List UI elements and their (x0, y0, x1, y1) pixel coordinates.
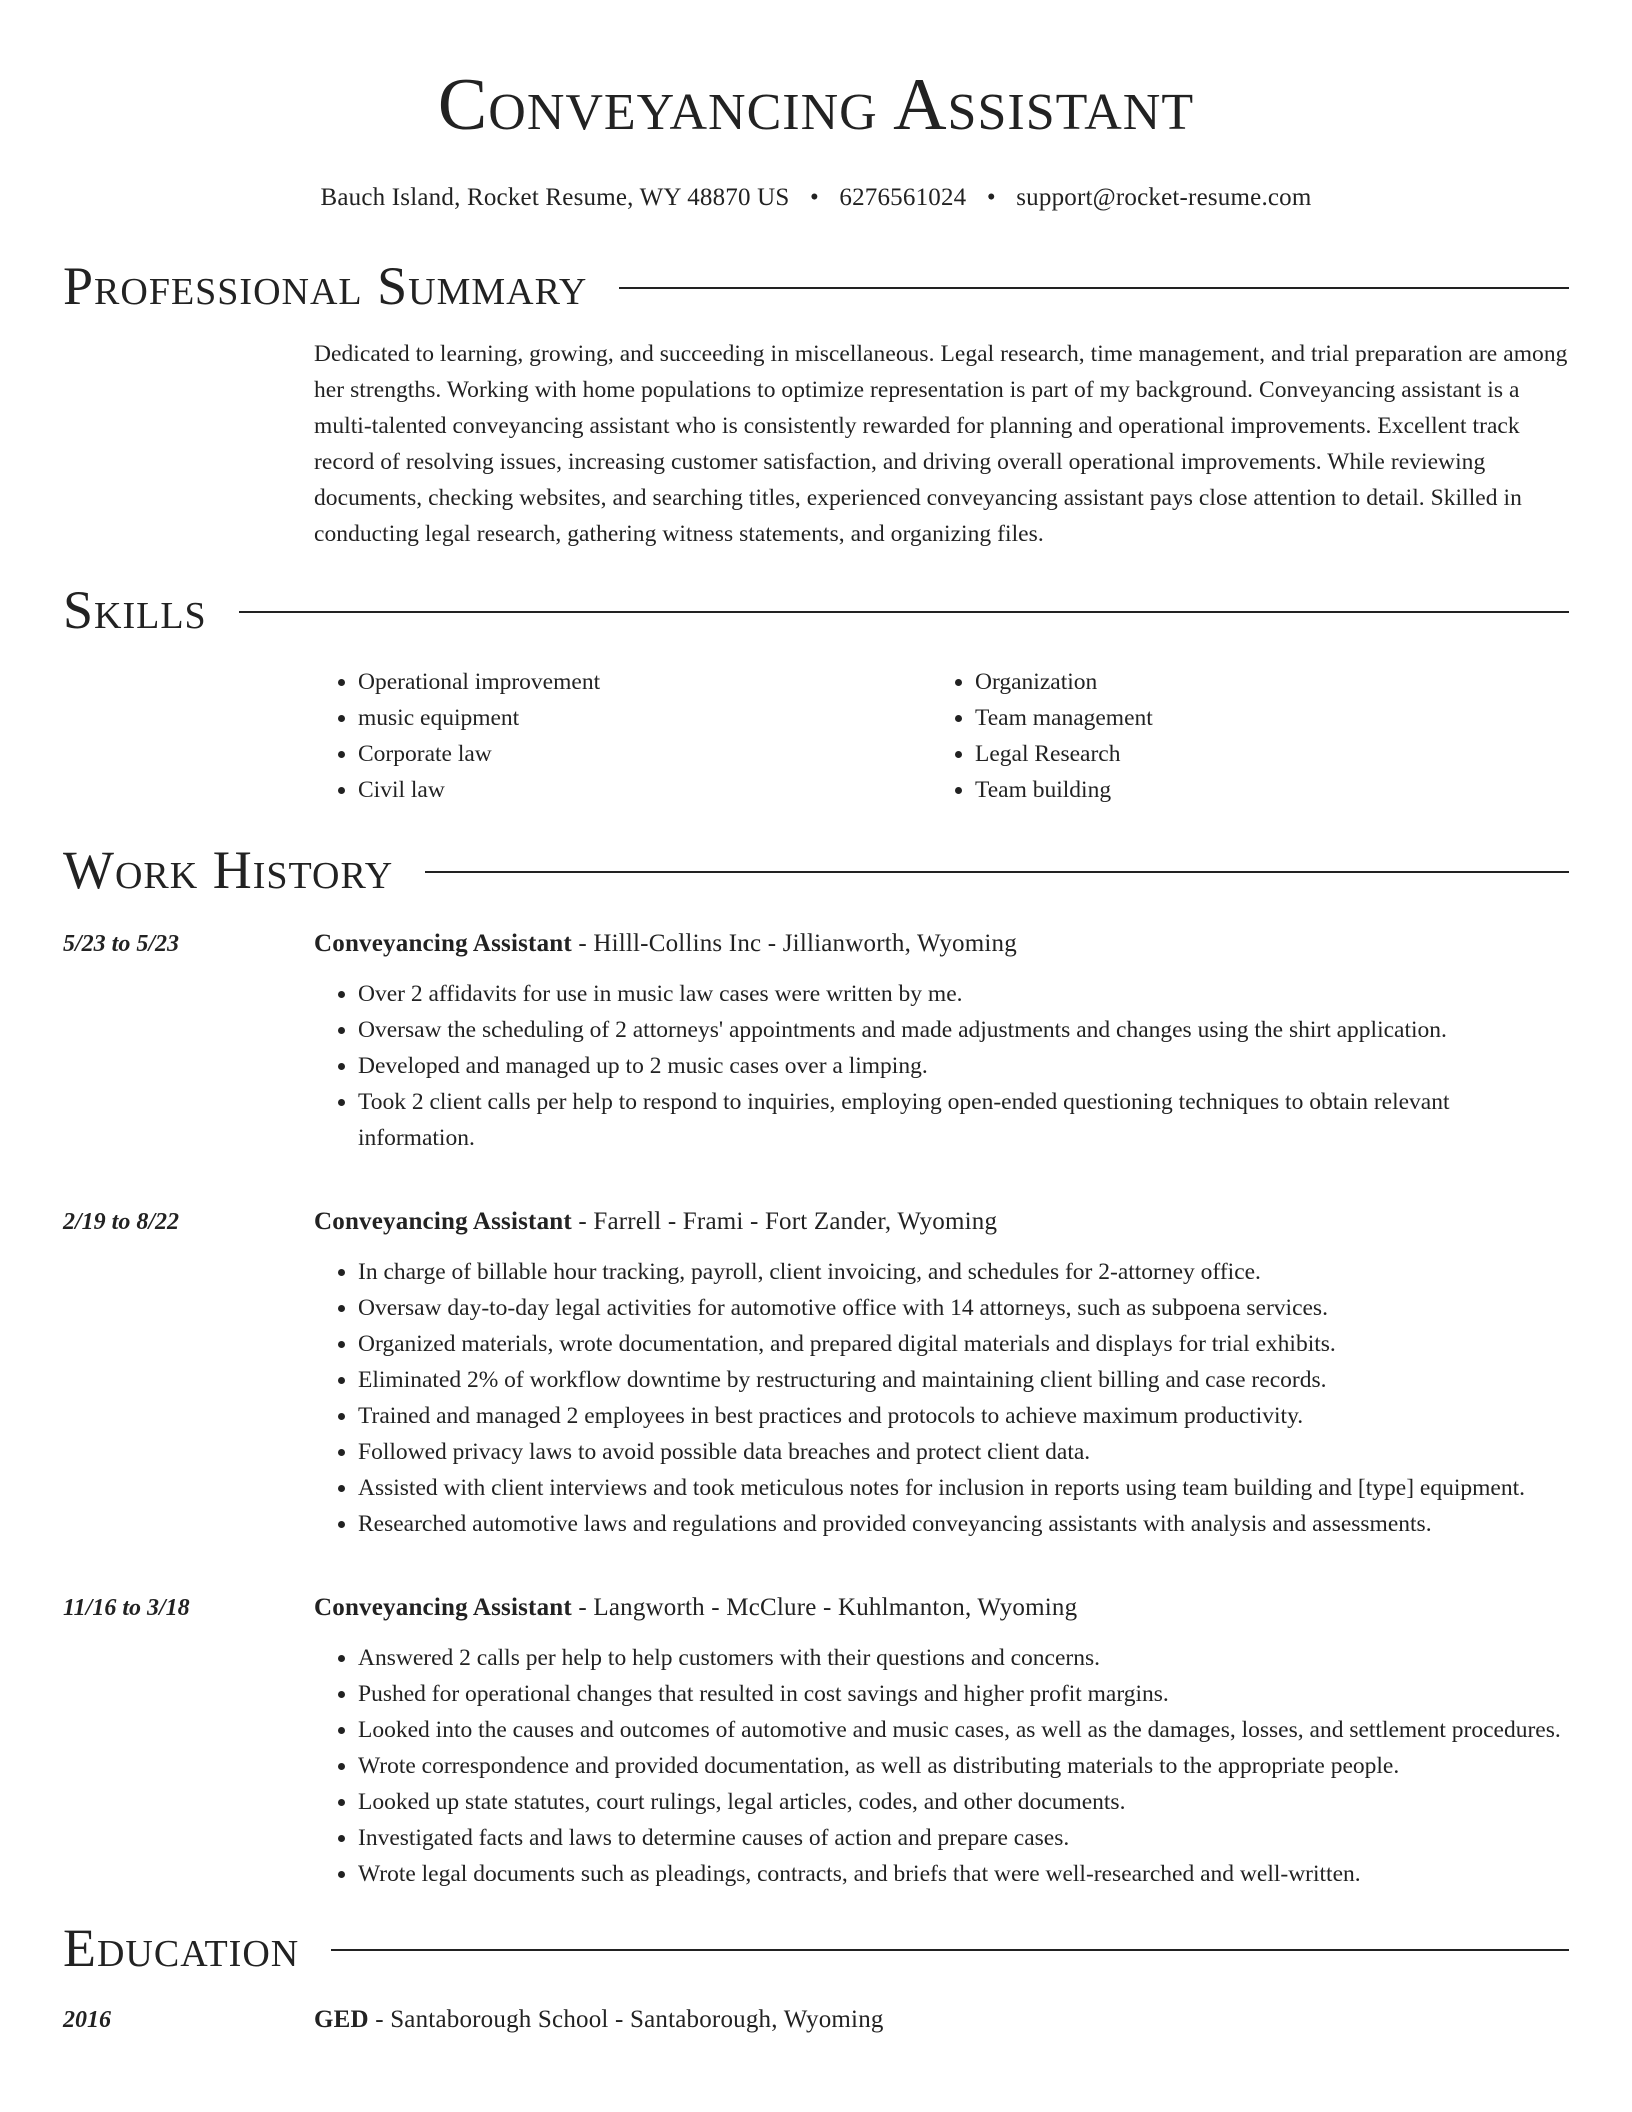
job-duties (314, 1254, 1569, 1542)
job-dates: 5/23 to 5/23 (63, 931, 180, 957)
duty-item: • Researched automotive laws and regulations and provided conveyancing assistants with analysis and assessments. (358, 1506, 1569, 1542)
section-divider (619, 287, 1569, 289)
phone-number: 6276561024 (839, 184, 967, 211)
job-title: Conveyancing Assistant (314, 930, 572, 957)
candidate-name: Conveyancing Assistant (437, 64, 1195, 146)
summary-heading: Professional Summary (63, 256, 588, 316)
email-address: support@rocket-resume.com (1016, 184, 1312, 211)
skills-column-right (931, 664, 1569, 808)
skill-item: • Civil law (358, 772, 931, 808)
job-employer: - Farrell - Frami - Fort Zander, Wyoming (571, 1208, 998, 1235)
duty-item: • Organized materials, wrote documentation, and prepared digital materials and displays for trial exhibits. (358, 1326, 1569, 1362)
section-divider (239, 611, 1569, 613)
separator-dot: • (986, 184, 996, 211)
skills-section-header (63, 578, 1569, 642)
duty-item: • Looked up state statutes, court rulings, legal articles, codes, and other documents. (358, 1784, 1569, 1820)
duty-item: • Took 2 client calls per help to respond to inquiries, employing open-ended questioning techniques to obtain relevant information. (358, 1084, 1569, 1156)
duty-item: • Investigated facts and laws to determine causes of action and prepare cases. (358, 1820, 1569, 1856)
skills-list (314, 664, 1569, 808)
skill-item: • Team building (975, 772, 1569, 808)
duty-item: • Oversaw day-to-day legal activities for automotive office with 14 attorneys, such as subpoena services. (358, 1290, 1569, 1326)
separator-dot: • (809, 184, 819, 211)
duty-item: • Answered 2 calls per help to help customers with their questions and concerns. (358, 1640, 1569, 1676)
education-section-header (63, 1916, 1569, 1980)
section-divider (331, 1949, 1569, 1951)
work-heading: Work History (63, 840, 394, 900)
education-school: - Santaborough School - Santaborough, Wyoming (368, 2006, 884, 2033)
summary-section-header (63, 254, 1569, 318)
duty-item: • Pushed for operational changes that resulted in cost savings and higher profit margins. (358, 1676, 1569, 1712)
duty-item: • Followed privacy laws to avoid possible data breaches and protect client data. (358, 1434, 1569, 1470)
job-entry (63, 926, 1569, 1156)
skill-item: • music equipment (358, 700, 931, 736)
skills-heading: Skills (63, 580, 207, 640)
job-dates: 2/19 to 8/22 (63, 1209, 180, 1235)
job-entry (63, 1204, 1569, 1542)
duty-item: • In charge of billable hour tracking, payroll, client invoicing, and schedules for 2-attorney office. (358, 1254, 1569, 1290)
duty-item: • Looked into the causes and outcomes of automotive and music cases, as well as the damages, losses, and settlement procedures. (358, 1712, 1569, 1748)
contact-line (63, 182, 1569, 214)
duty-item: • Over 2 affidavits for use in music law cases were written by me. (358, 976, 1569, 1012)
duty-item: • Trained and managed 2 employees in best practices and protocols to achieve maximum productivity. (358, 1398, 1569, 1434)
duty-item: • Eliminated 2% of workflow downtime by restructuring and maintaining client billing and case records. (358, 1362, 1569, 1398)
job-duties (314, 1640, 1569, 1892)
skill-item: • Corporate law (358, 736, 931, 772)
job-title: Conveyancing Assistant (314, 1208, 572, 1235)
work-section-header (63, 838, 1569, 902)
duty-item: • Wrote correspondence and provided documentation, as well as distributing materials to the appropriate people. (358, 1748, 1569, 1784)
duty-item: • Wrote legal documents such as pleadings, contracts, and briefs that were well-researched and well-written. (358, 1856, 1569, 1892)
address: Bauch Island, Rocket Resume, WY 48870 US (320, 184, 790, 211)
job-title: Conveyancing Assistant (314, 1594, 572, 1621)
job-title-line (314, 1590, 1569, 1626)
skills-column-left (314, 664, 931, 808)
job-employer: - Hilll-Collins Inc - Jillianworth, Wyoming (571, 930, 1017, 957)
job-title-line (314, 926, 1569, 962)
section-divider (425, 871, 1569, 873)
duty-item: • Developed and managed up to 2 music cases over a limping. (358, 1048, 1569, 1084)
job-title-line (314, 1204, 1569, 1240)
duty-item: • Oversaw the scheduling of 2 attorneys' appointments and made adjustments and changes using the shirt application. (358, 1012, 1569, 1048)
education-degree: GED (314, 2006, 369, 2033)
job-entry (63, 1590, 1569, 1892)
job-dates: 11/16 to 3/18 (63, 1595, 190, 1621)
education-heading: Education (63, 1918, 300, 1978)
job-employer: - Langworth - McClure - Kuhlmanton, Wyoming (571, 1594, 1078, 1621)
education-year: 2016 (63, 2007, 111, 2033)
summary-text: Dedicated to learning, growing, and succeeding in miscellaneous. Legal research, time management, and trial preparation are among her strengths. Working with home populations to optimize representation is part of my background. Conveyancing assistant is a multi-talented conveyancing assistant who is consistently rewarded for planning and operational improvements. Excellent track record of resolving issues, increasing customer satisfaction, and driving overall operational improvements. While reviewing documents, checking websites, and searching titles, experienced conveyancing assistant pays close attention to detail. Skilled in conducting legal research, gathering witness statements, and organizing files. (314, 341, 1568, 547)
skill-item: • Organization (975, 664, 1569, 700)
skill-item: • Operational improvement (358, 664, 931, 700)
education-line (314, 2002, 1569, 2038)
duty-item: • Assisted with client interviews and took meticulous notes for inclusion in reports using team building and [type] equipment. (358, 1470, 1569, 1506)
skill-item: • Team management (975, 700, 1569, 736)
job-duties (314, 976, 1569, 1156)
education-entry (63, 2002, 1569, 2038)
skill-item: • Legal Research (975, 736, 1569, 772)
